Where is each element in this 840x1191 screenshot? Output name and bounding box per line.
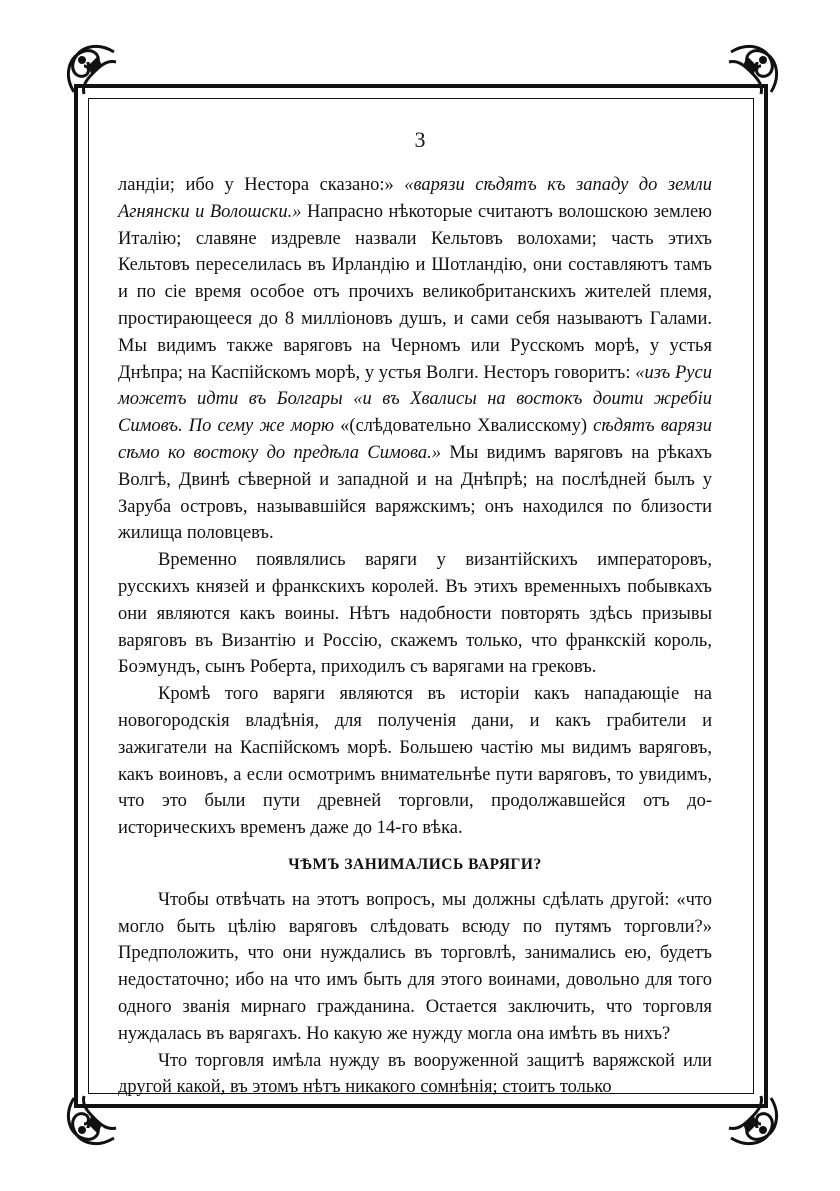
paragraph-text: «(слѣдовательно Хвалисскому) [334,416,594,437]
paragraph [118,172,712,547]
paragraphs-after [118,887,712,1101]
paragraph [118,1048,712,1102]
paragraph-text: Мы видимъ варяговъ на рѣкахъ Волгѣ, Двинѣ сѣверной и западной и на Днѣпрѣ; на послѣдней былъ у Заруба островъ, называвшійся варяжскимъ; онъ находился по близости жилища половцевъ. [118,442,712,544]
body-text [118,172,712,1101]
paragraph [118,887,712,1048]
quotation-text: «варязи сѣдятъ къ западу до земли Агнянски и Волошски.» [118,175,712,222]
paragraph-text: Напрасно нѣкоторые считаютъ волошскою землею Италію; славяне издревле назвали Кельтовъ волохами; часть этихъ Кельтовъ переселилась въ Ирландію и Шотландію, они составляютъ тамъ и по сіе время особое отъ прочихъ великобританскихъ жителей племя, простирающееся до 8 милліоновъ душъ, и сами себя называютъ Галами. Мы видимъ также варяговъ на Черномъ или Русскомъ морѣ, у устья Днѣпра; на Каспійскомъ морѣ, у устья Волги. Несторъ говоритъ: [118,201,712,383]
corner-ornament-icon [715,36,787,108]
paragraph-text: Чтобы отвѣчать на этотъ вопросъ, мы должны сдѣлать другой: «что могло быть цѣлію варяговъ слѣдовать всюду по путямъ торговли?» Предположить, что они нуждались въ торговлѣ, занимались ею, будетъ недостаточно; ибо на что имъ быть для этого воинами, довольно для того одного званія мирнаго гражданина. Остается заключить, что торговля нуждалась въ варягахъ. Но какую же нужду могла она имѣть въ нихъ? [118,889,712,1044]
paragraph-text: Что торговля имѣла нужду въ вооруженной защитѣ варяжской или другой какой, въ этомъ нѣтъ никакого сомнѣнія; стоитъ только [118,1050,712,1098]
page-number: 3 [414,127,426,152]
quotation-text: «изъ Руси можетъ идти въ Болгары «и въ Хвалисы на востокъ доити жребіи Симовъ. По сему же морю [118,362,712,437]
corner-ornament-icon [58,36,130,108]
corner-ornament-icon [715,1082,787,1154]
paragraph-text: Временно появлялись варяги у византійскихъ императоровъ, русскихъ князей и франкскихъ королей. Въ этихъ временныхъ побывкахъ они являются какъ воины. Нѣтъ надобности повторять здѣсь призывы варяговъ въ Византію и Россію, скажемъ только, что франкскій король, Боэмундъ, сынъ Роберта, приходилъ съ варягами на грековъ. [118,550,712,678]
paragraph-text: ландіи; ибо у Нестора сказано:» [118,175,405,195]
quotation-text: сѣдятъ варязи сѣмо ко востоку до предѣла Симова.» [118,416,712,463]
paragraph [118,681,712,842]
section-heading: ЧѢМЪ ЗАНИМАЛИСЬ ВАРЯГИ? [288,855,542,873]
paragraphs-before [118,172,712,842]
paragraph [118,547,712,681]
paragraph-text: Кромѣ того варяги являются въ исторіи какъ нападающіе на новогородскія владѣнія, для полученія дани, и какъ грабители и зажигатели на Каспійскомъ морѣ. Большею частію мы видимъ варяговъ, какъ воиновъ, а если осмотримъ внимательнѣе пути варяговъ, то увидимъ, что это были пути древней торговли, продолжавшейся отъ до-историческихъ временъ даже до 14-го вѣка. [118,684,712,839]
